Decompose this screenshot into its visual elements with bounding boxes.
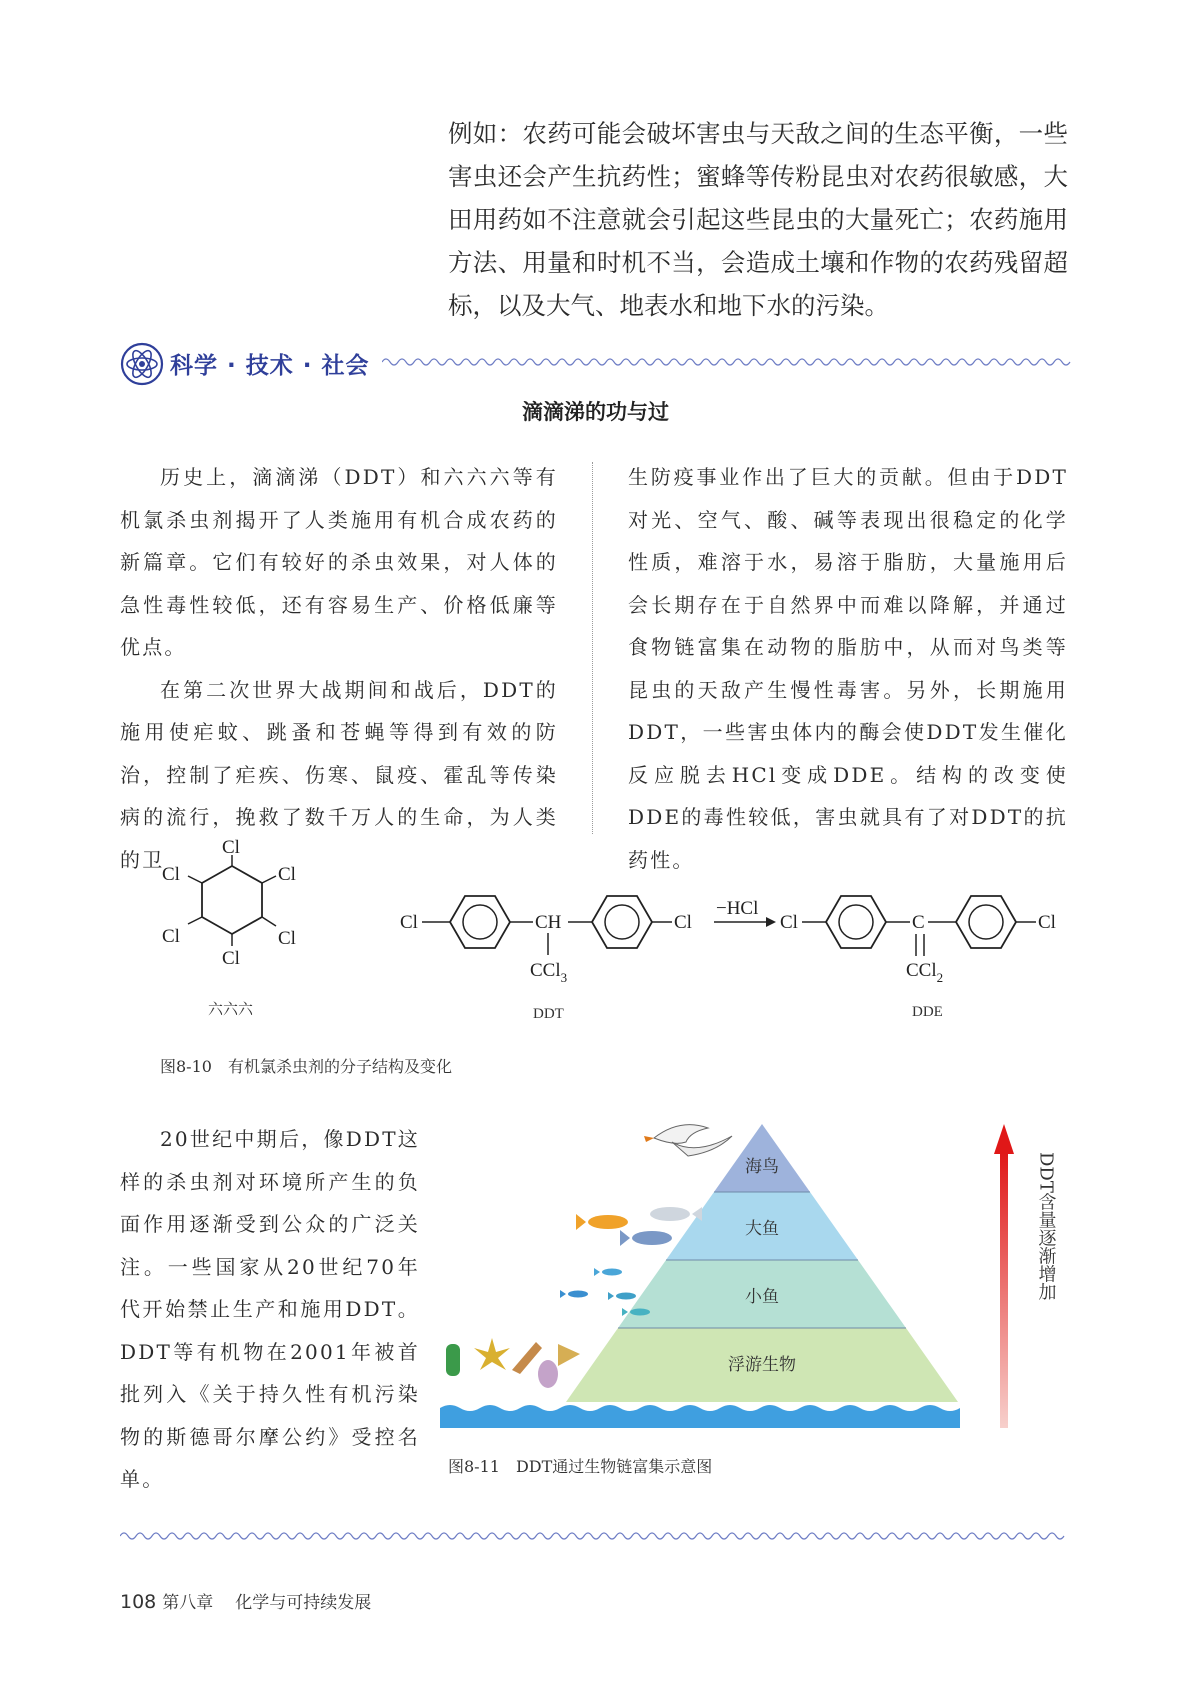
benzene-ring [956, 896, 1016, 948]
benzene-ring [826, 896, 886, 948]
cl-label: Cl [780, 912, 798, 933]
paragraph: 历史上，滴滴涕（DDT）和六六六等有机氯杀虫剂揭开了人类施用有机合成农药的新篇章。它们有较好的杀虫效果，对人体的急性毒性较低，还有容易生产、价格低廉等优点。 [120, 465, 558, 659]
small-fish-icon [560, 1268, 650, 1316]
bottom-wave-divider [120, 1530, 1070, 1542]
cl-label: Cl [278, 928, 296, 949]
increase-arrow [1000, 1152, 1008, 1428]
water-surface [440, 1405, 960, 1428]
page-footer [120, 1588, 371, 1613]
fish-icon [620, 1230, 672, 1246]
ch-label: CH [535, 912, 562, 933]
figure-8-11 [440, 1112, 1080, 1428]
label-ddt: DDT [533, 1006, 564, 1022]
article-title: 滴滴涕的功与过 [522, 400, 669, 424]
chapter-title: 化学与可持续发展 [235, 1593, 372, 1613]
paragraph: 在第二次世界大战期间和战后，DDT的施用使疟蚊、跳蚤和苍蝇等得到有效的防治，控制了疟疾、伤寒、鼠疫、霍乱等传染病的流行，挽救了数千万人的生命，为人类的卫 [120, 677, 558, 872]
hexagon-666 [202, 866, 262, 934]
benzene-ring [450, 896, 510, 948]
paragraph: 20世纪中期后，像DDT这样的杀虫剂对环境所产生的负面作用逐渐受到公众的广泛关注。一些国家从20世纪70年代开始禁止生产和施用DDT。DDT等有机物在2001年被首批列入《关于持久性有机污染物的斯德哥尔摩公约》受控名单。 [120, 1127, 420, 1491]
section-title: 科学 · 技术 · 社会 [170, 353, 370, 379]
cl-label: Cl [278, 864, 296, 885]
label-666: 六六六 [208, 1002, 254, 1018]
figure-8-10-caption: 图8-10 有机氯杀虫剂的分子结构及变化 [160, 1057, 452, 1076]
figure-8-11-caption: 图8-11 DDT通过生物链富集示意图 [448, 1457, 713, 1476]
level-label: 海鸟 [745, 1157, 779, 1177]
fish-icon [576, 1214, 628, 1230]
benzene-ring [592, 896, 652, 948]
column-bottom-left [120, 1118, 420, 1501]
ccl3-label: CCl$_3$ [530, 960, 568, 985]
reagent-label: −HCl [716, 898, 759, 919]
ccl2-label: CCl$_2$ [906, 960, 944, 985]
paragraph: 生防疫事业作出了巨大的贡献。但由于DDT对光、空气、酸、碱等表现出很稳定的化学性质，难溶于水，易溶于脂肪，大量施用后会长期存在于自然界中而难以降解，并通过食物链富集在动物的脂肪中，从而对鸟类等昆虫的天敌产生慢性毒害。另外，长期施用DDT，一些害虫体内的酶会使DDT发生催化反应脱去HCl变成DDE。结构的改变使DDE的毒性较低，害虫就具有了对DDT的抗药性。 [628, 465, 1068, 872]
cl-label: Cl [400, 912, 418, 933]
arrow-label: DDT含量逐渐增加 [1035, 1152, 1057, 1301]
level-label: 大鱼 [745, 1219, 779, 1239]
cl-label: Cl [1038, 912, 1056, 933]
fish-icon [650, 1207, 702, 1221]
cl-label: Cl [162, 926, 180, 947]
cl-label: Cl [674, 912, 692, 933]
c-label: C [912, 912, 925, 933]
seabird-icon [644, 1125, 732, 1156]
cl-label: Cl [222, 948, 240, 969]
page-number: 108 [120, 1591, 157, 1613]
level-label: 浮游生物 [728, 1355, 796, 1375]
chapter-label: 第八章 [162, 1593, 214, 1613]
level-label: 小鱼 [745, 1287, 779, 1307]
cl-label: Cl [222, 837, 240, 858]
intro-text: 例如：农药可能会破坏害虫与天敌之间的生态平衡，一些害虫还会产生抗药性；蜜蜂等传粉昆虫对农药很敏感，大田用药如不注意就会引起这些昆虫的大量死亡；农药施用方法、用量和时机不当，会造成土壤和作物的农药残留超标，以及大气、地表水和地下水的污染。 [448, 119, 1068, 320]
label-dde: DDE [912, 1004, 943, 1020]
cl-label: Cl [162, 864, 180, 885]
plankton-icon [446, 1338, 580, 1388]
